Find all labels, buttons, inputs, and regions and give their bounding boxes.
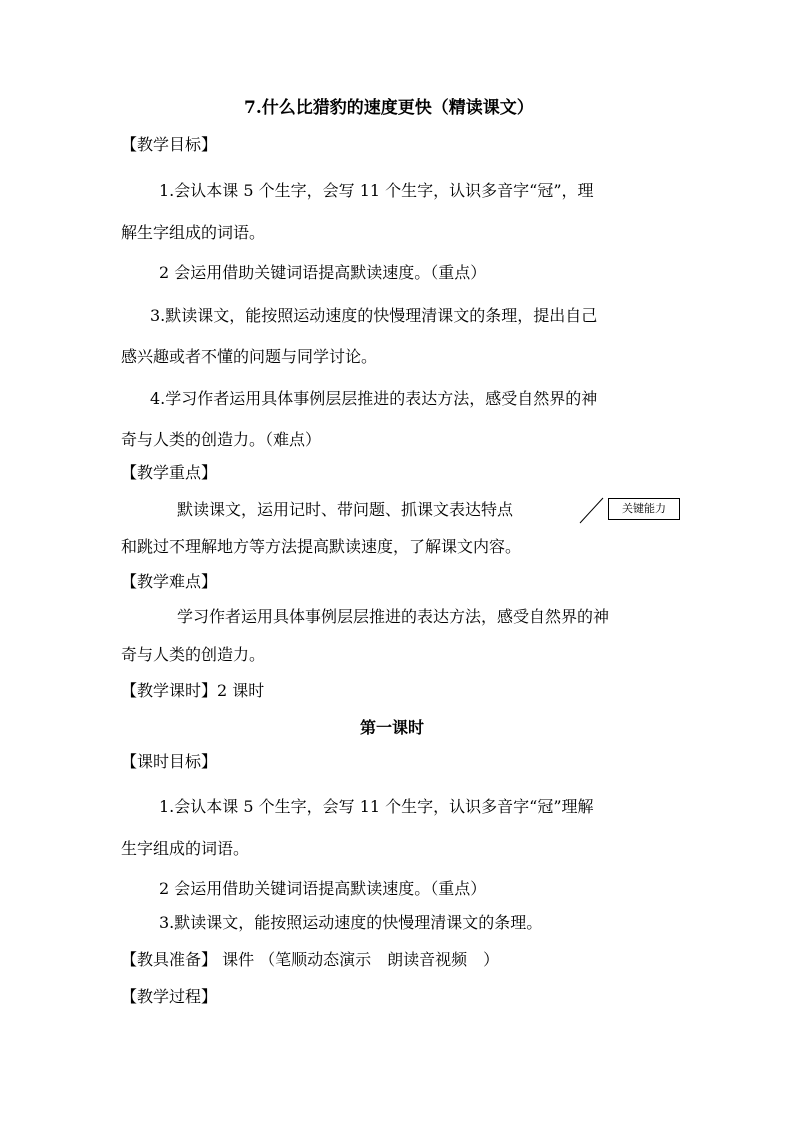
objective-1-line-2: 解生字组成的词语。	[121, 223, 266, 242]
key-points-line-1: 默读课文，运用记时、带问题、抓课文表达特点	[177, 500, 514, 519]
lesson-heading: 第一课时	[360, 718, 425, 737]
objective-3-line-2: 感兴趣或者不懂的问题与同学讨论。	[121, 347, 378, 366]
objectives-heading: 【教学目标】	[121, 135, 218, 154]
lesson-objectives-heading: 【课时目标】	[121, 752, 218, 771]
objective-4-line-2: 奇与人类的创造力。（难点）	[121, 430, 322, 449]
lesson-objective-1-line-2: 生字组成的词语。	[121, 839, 250, 858]
class-hours: 【教学课时】2 课时	[121, 681, 265, 700]
lesson-objective-2: 2 会运用借助关键词语提高默读速度。（重点）	[159, 879, 487, 898]
difficult-points-line-1: 学习作者运用具体事例层层推进的表达方法，感受自然界的神	[177, 607, 610, 626]
objective-3-line-1: 3.默读课文，能按照运动速度的快慢理清课文的条理，提出自己	[150, 306, 598, 325]
lesson-objective-1-line-1: 1.会认本课 5 个生字，会写 11 个生字，认识多音字“冠”理解	[159, 797, 594, 816]
lesson-objective-3: 3.默读课文，能按照运动速度的快慢理清课文的条理。	[159, 913, 543, 932]
objective-2: 2 会运用借助关键词语提高默读速度。（重点）	[159, 263, 487, 282]
objective-4-line-1: 4.学习作者运用具体事例层层推进的表达方法，感受自然界的神	[150, 389, 598, 408]
key-points-heading: 【教学重点】	[121, 463, 218, 482]
document-title: 7.什么比猎豹的速度更快（精读课文）	[244, 98, 534, 118]
teaching-process-heading: 【教学过程】	[121, 987, 218, 1006]
key-points-line-2: 和跳过不理解地方等方法提高默读速度，了解课文内容。	[121, 537, 522, 556]
objective-1-line-1: 1.会认本课 5 个生字，会写 11 个生字，认识多音字“冠”，理	[159, 181, 594, 200]
difficult-points-line-2: 奇与人类的创造力。	[121, 645, 266, 664]
teaching-tools: 【教具准备】 课件 （笔顺动态演示 朗读音视频 ）	[121, 950, 500, 969]
difficult-points-heading: 【教学难点】	[121, 572, 218, 591]
key-ability-callout: 关键能力	[608, 498, 680, 520]
